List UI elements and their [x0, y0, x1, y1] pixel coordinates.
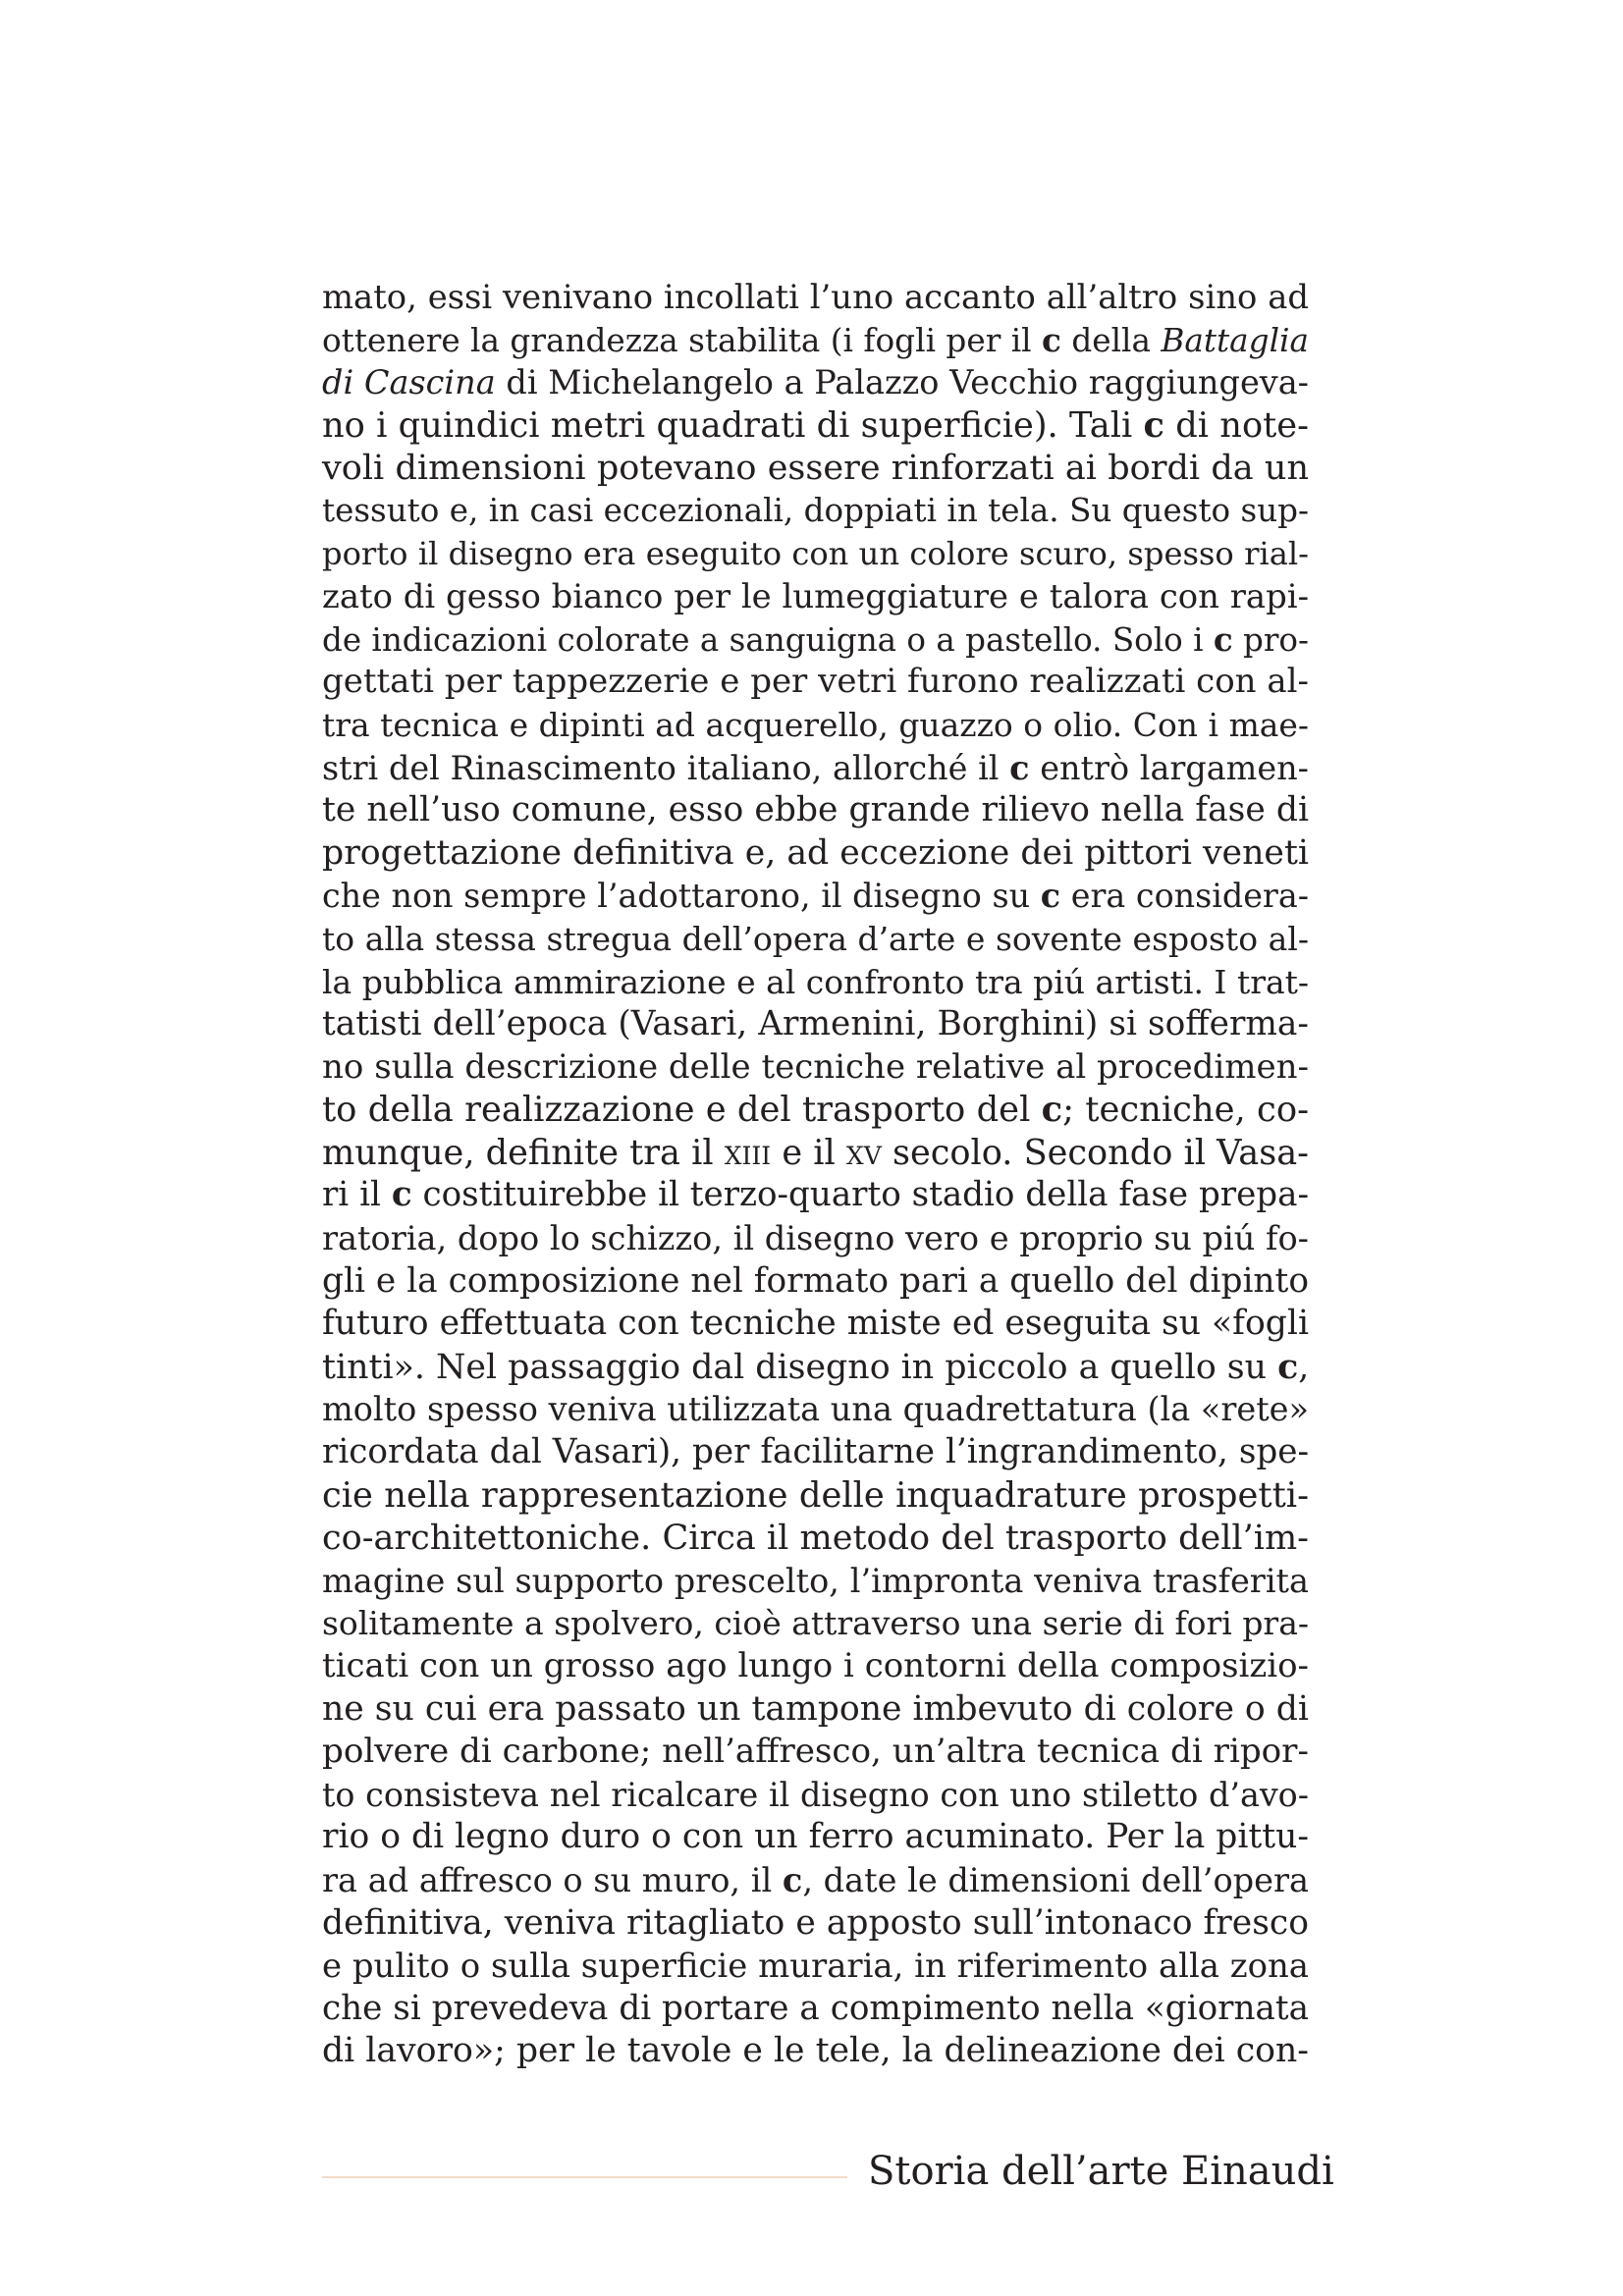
text-line [322, 1174, 1309, 1217]
text-line [322, 1945, 1309, 1988]
text-segment: secolo. Secondo il Vasa- [881, 1132, 1309, 1173]
text-line [322, 2030, 1309, 2073]
text-line [322, 1046, 1309, 1090]
text-segment: no i quindici metri quadrati di superficie). Tali [322, 404, 1144, 446]
text-segment: futuro effettuata con tecniche miste ed eseguita su «fogli [322, 1304, 1309, 1344]
text-segment: la pubblica ammirazione e al confronto tra piú artisti. I trat- [322, 962, 1309, 1001]
text-segment: gettati per tappezzerie e per vetri furono realizzati con al- [322, 662, 1309, 702]
text-segment: che non sempre l’adottarono, il disegno su [322, 877, 1041, 916]
text-segment: tinti». Nel passaggio dal disegno in piccolo a quello su [322, 1347, 1278, 1387]
text-segment: e il [771, 1132, 846, 1173]
abbreviation-mark: c [1009, 748, 1030, 787]
text-segment: ne su cui era passato un tampone imbevuto di colore o di [322, 1688, 1309, 1729]
text-line [322, 618, 1309, 662]
text-segment: to della realizzazione e del trasporto del [322, 1090, 1042, 1131]
text-segment: zato di gesso bianco per le lumeggiature e talora con rapi- [322, 577, 1309, 616]
text-line [322, 319, 1309, 362]
text-line [322, 1132, 1309, 1175]
text-segment: di lavoro»; per le tavole e le tele, la delineazione dei con- [322, 2031, 1309, 2071]
abbreviation-mark: c [1040, 877, 1061, 916]
text-line [322, 704, 1309, 747]
text-segment: mato, essi venivano incollati l’uno accanto all’altro sino ad [322, 278, 1309, 316]
text-line [322, 789, 1309, 832]
text-line [322, 1260, 1309, 1304]
text-line [322, 918, 1309, 961]
text-segment: no sulla descrizione delle tecniche relative al procedimen- [322, 1046, 1309, 1087]
text-segment: , [1298, 1347, 1310, 1387]
text-line [322, 1089, 1309, 1132]
text-segment: cie nella rappresentazione delle inquadrature prospetti- [322, 1474, 1309, 1516]
text-line [322, 361, 1309, 404]
text-line [322, 276, 1309, 319]
text-line [322, 661, 1309, 704]
text-line [322, 961, 1309, 1004]
text-segment: ticati con un grosso ago lungo i contorni della composizio- [322, 1647, 1309, 1685]
text-segment: di Cascina [322, 363, 496, 402]
text-segment: xv [845, 1132, 882, 1173]
text-line [322, 404, 1309, 448]
text-segment: , date le dimensioni dell’opera [802, 1860, 1310, 1899]
abbreviation-mark: c [1042, 320, 1061, 359]
text-segment: voli dimensioni potevano essere rinforzati ai bordi da un [322, 448, 1309, 489]
text-segment: rio o di legno duro o con un ferro acuminato. Per la pittu- [322, 1817, 1309, 1857]
text-segment: co-architettoniche. Circa il metodo del trasporto dell’im- [322, 1518, 1309, 1559]
text-segment: di note- [1163, 404, 1309, 446]
text-segment: entrò largamen- [1029, 748, 1309, 787]
text-line [322, 1774, 1309, 1817]
text-segment: gli e la composizione nel formato pari a quello del dipinto [322, 1260, 1309, 1301]
text-line [322, 1346, 1309, 1389]
text-segment: munque, definite tra il [322, 1132, 725, 1173]
text-segment: to consisteva nel ricalcare il disegno con uno stiletto d’avo- [322, 1775, 1309, 1814]
text-segment: tatisti dell’epoca (Vasari, Armenini, Borghini) si sofferma- [322, 1004, 1309, 1044]
text-segment: xiii [724, 1132, 772, 1173]
text-segment: progettazione definitiva e, ad eccezione dei pittori veneti [322, 832, 1309, 873]
text-line [322, 1003, 1309, 1046]
text-segment: polvere di carbone; nell’affresco, un’altra tecnica di ripor- [322, 1732, 1309, 1772]
text-line [322, 1560, 1309, 1603]
text-line [322, 447, 1309, 490]
text-line [322, 533, 1309, 576]
text-segment: to alla stessa stregua dell’opera d’arte e sovente esposto al- [322, 919, 1309, 958]
text-line [322, 1902, 1309, 1946]
abbreviation-mark: c [1213, 619, 1233, 659]
text-segment: era considera- [1060, 877, 1309, 916]
abbreviation-mark: c [1143, 404, 1164, 446]
text-segment: magine sul supporto prescelto, l’impronta veniva trasferita [322, 1561, 1309, 1600]
abbreviation-mark: c [1277, 1346, 1299, 1387]
text-line [322, 875, 1309, 918]
text-segment: stri del Rinascimento italiano, allorché il [322, 748, 1010, 787]
text-line [322, 832, 1309, 876]
text-segment: ottenere la grandezza stabilita (i fogli per il [322, 321, 1043, 359]
abbreviation-mark: c [391, 1175, 412, 1215]
text-line [322, 1645, 1309, 1688]
abbreviation-mark: c [782, 1859, 803, 1899]
text-segment: pro- [1232, 620, 1310, 659]
footer-rule [322, 2176, 847, 2178]
body-text [322, 276, 1309, 2073]
text-segment: Battaglia [1161, 321, 1309, 359]
text-segment: di Michelangelo a Palazzo Vecchio raggiungeva- [495, 363, 1309, 402]
text-segment: de indicazioni colorate a sanguigna o a pastello. Solo i [322, 620, 1214, 659]
text-line [322, 1474, 1309, 1518]
text-line [322, 1388, 1309, 1431]
text-line [322, 1217, 1309, 1260]
text-segment: ri il [322, 1175, 392, 1215]
text-line [322, 1731, 1309, 1774]
text-segment: che si prevedeva di portare a compimento nella «giornata [322, 1988, 1309, 2028]
text-segment: te nell’uso comune, esso ebbe grande rilievo nella fase di [322, 790, 1309, 830]
text-line [322, 575, 1309, 618]
text-line [322, 1431, 1309, 1474]
text-segment: costituirebbe il terzo-quarto stadio della fase prepa- [411, 1175, 1309, 1215]
text-segment: definitiva, veniva ritagliato e apposto sull’intonaco fresco [322, 1902, 1309, 1943]
text-line [322, 747, 1309, 790]
text-line [322, 1517, 1309, 1560]
text-segment: tra tecnica e dipinti ad acquerello, guazzo o olio. Con i mae- [322, 705, 1309, 744]
text-line [322, 1688, 1309, 1732]
text-segment: porto il disegno era eseguito con un colore scuro, spesso rial- [322, 534, 1309, 572]
text-line [322, 1988, 1309, 2031]
text-segment: tessuto e, in casi eccezionali, doppiati in tela. Su questo sup- [322, 491, 1309, 529]
text-segment: ricordata dal Vasari), per facilitarne l’ingrandimento, spe- [322, 1432, 1309, 1472]
text-segment: ra ad affresco o su muro, il [322, 1860, 783, 1899]
text-line [322, 1602, 1309, 1645]
text-segment: ; tecniche, co- [1062, 1090, 1309, 1131]
text-segment: molto spesso veniva utilizzata una quadrettatura (la «rete» [322, 1390, 1309, 1429]
text-segment: e pulito o sulla superficie muraria, in riferimento alla zona [322, 1947, 1309, 1986]
text-line [322, 1816, 1309, 1859]
text-line [322, 1303, 1309, 1346]
text-segment: solitamente a spolvero, cioè attraverso una serie di fori pra- [322, 1604, 1309, 1643]
abbreviation-mark: c [1041, 1090, 1063, 1131]
footer-title: Storia dell’arte Einaudi [868, 2149, 1334, 2194]
text-segment: della [1060, 321, 1162, 359]
text-segment: ratoria, dopo lo schizzo, il disegno vero e proprio su piú fo- [322, 1219, 1309, 1258]
text-line [322, 490, 1309, 533]
text-line [322, 1859, 1309, 1902]
